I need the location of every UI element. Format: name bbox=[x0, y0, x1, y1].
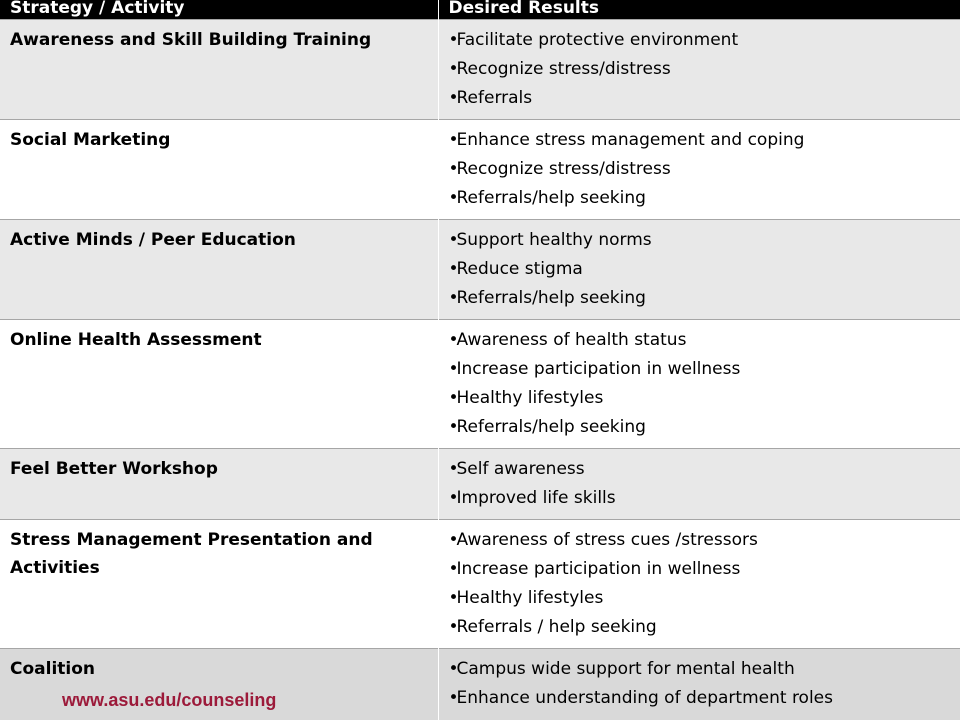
result-item: • Increase participation in wellness bbox=[449, 355, 950, 384]
header-strategy-activity: Strategy / Activity bbox=[0, 0, 438, 20]
result-item: • Referrals/help seeking bbox=[449, 413, 950, 442]
result-item: • Referrals bbox=[449, 84, 950, 113]
results-list bbox=[449, 26, 950, 113]
result-item: • Increase participation in wellness bbox=[449, 555, 950, 584]
results-list bbox=[449, 526, 950, 642]
header-desired-results: Desired Results bbox=[438, 0, 960, 20]
strategy-cell: Stress Management Presentation and Activities bbox=[10, 530, 373, 578]
result-item: • Enhance understanding of department roles bbox=[449, 684, 950, 713]
results-list bbox=[449, 226, 950, 313]
result-item: • Reduce stigma bbox=[449, 255, 950, 284]
results-list bbox=[449, 126, 950, 213]
table-row bbox=[0, 20, 960, 120]
table-row bbox=[0, 449, 960, 520]
strategy-cell: Awareness and Skill Building Training bbox=[10, 30, 372, 50]
result-item: • Referrals / help seeking bbox=[449, 613, 950, 642]
results-list bbox=[449, 326, 950, 442]
result-item: • Referrals/help seeking bbox=[449, 184, 950, 213]
result-item: • Awareness of stress cues /stressors bbox=[449, 526, 950, 555]
strategy-cell: Active Minds / Peer Education bbox=[10, 230, 296, 250]
result-item: • Recognize stress/distress bbox=[449, 55, 950, 84]
result-item: • Self awareness bbox=[449, 455, 950, 484]
result-item: • Support healthy norms bbox=[449, 226, 950, 255]
result-item: • Awareness of health status bbox=[449, 326, 950, 355]
strategy-cell: Online Health Assessment bbox=[10, 330, 262, 350]
results-list bbox=[449, 455, 950, 513]
strategy-cell: Social Marketing bbox=[10, 130, 171, 150]
result-item: • Recognize stress/distress bbox=[449, 155, 950, 184]
table-row bbox=[0, 520, 960, 649]
strategy-cell: Coalition bbox=[10, 659, 96, 679]
table-row bbox=[0, 120, 960, 220]
results-list bbox=[449, 655, 950, 713]
result-item: • Healthy lifestyles bbox=[449, 584, 950, 613]
table-header-row bbox=[0, 0, 960, 20]
result-item: • Enhance stress management and coping bbox=[449, 126, 950, 155]
counseling-website-link[interactable]: www.asu.edu/counseling bbox=[62, 690, 277, 710]
result-item: • Referrals/help seeking bbox=[449, 284, 950, 313]
table-row bbox=[0, 320, 960, 449]
strategy-cell: Feel Better Workshop bbox=[10, 459, 218, 479]
result-item: • Campus wide support for mental health bbox=[449, 655, 950, 684]
result-item: • Healthy lifestyles bbox=[449, 384, 950, 413]
result-item: • Facilitate protective environment bbox=[449, 26, 950, 55]
table-row bbox=[0, 220, 960, 320]
result-item: • Improved life skills bbox=[449, 484, 950, 513]
